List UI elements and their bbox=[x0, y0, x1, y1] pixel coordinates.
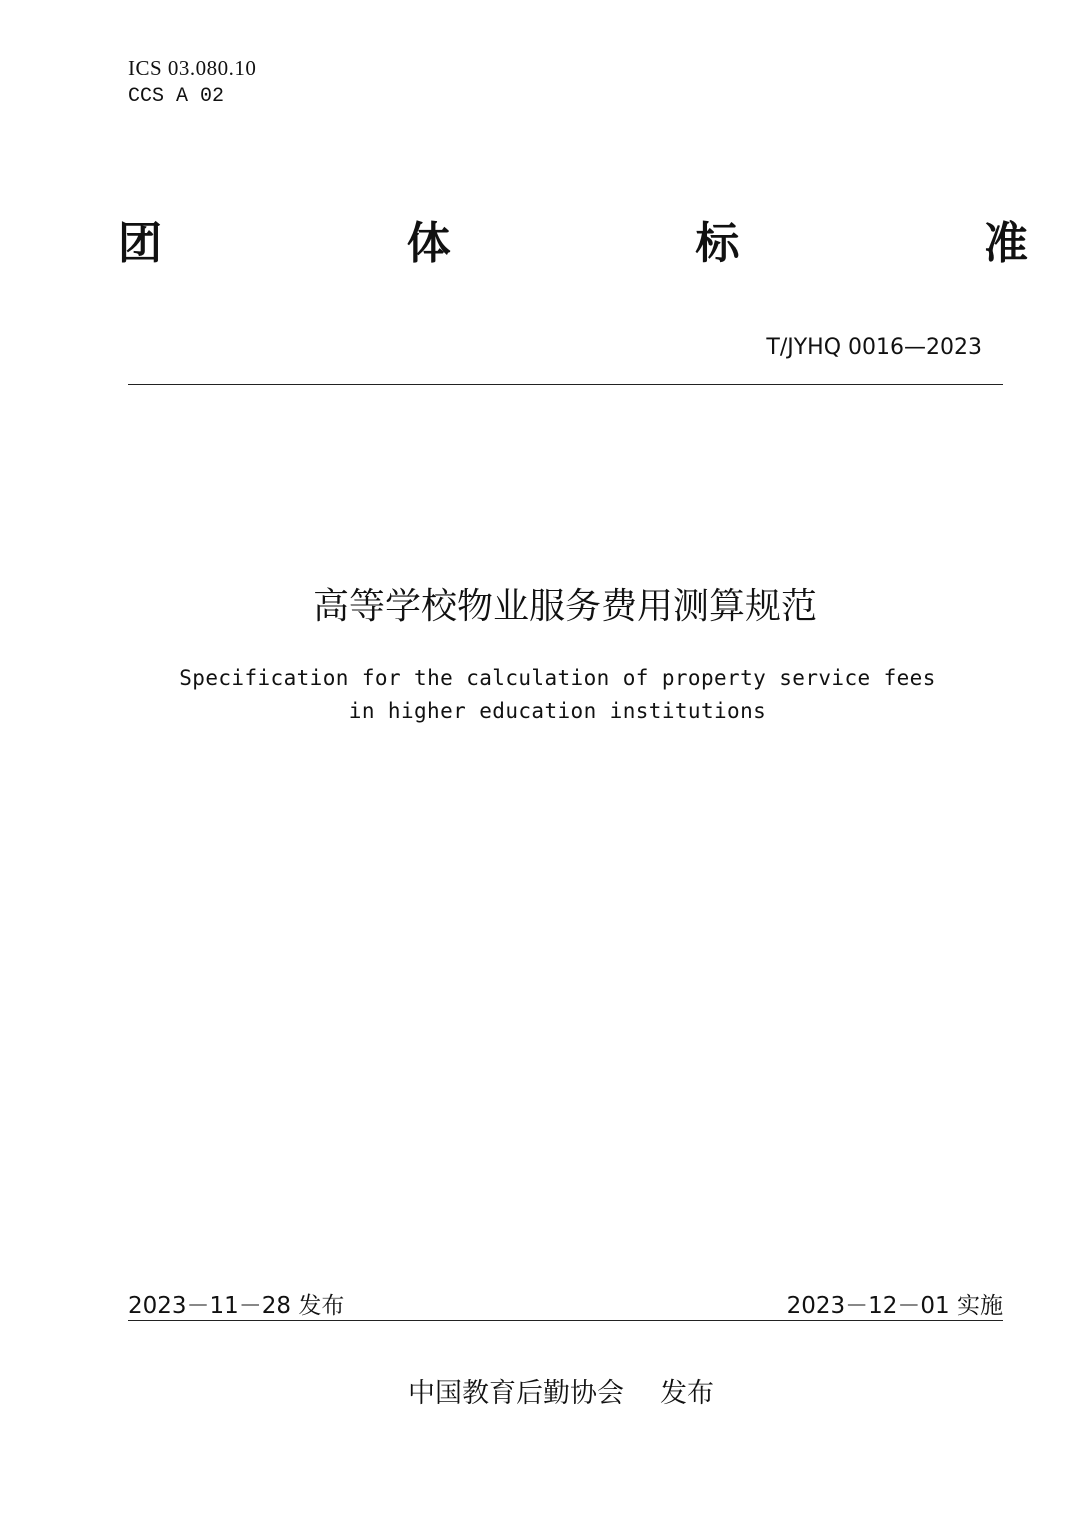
document-title-chinese: 高等学校物业服务费用测算规范 bbox=[312, 586, 817, 627]
bottom-divider bbox=[128, 1320, 1003, 1321]
top-divider bbox=[128, 384, 1003, 385]
category-char-4: 准 bbox=[983, 218, 1028, 269]
category-char-3: 标 bbox=[695, 218, 740, 269]
publisher-line bbox=[0, 1371, 1080, 1410]
ccs-code: CCS A 02 bbox=[128, 85, 225, 108]
effective-date: 2023－12－01 实施 bbox=[786, 1293, 1003, 1319]
document-title-english bbox=[140, 662, 975, 728]
english-title-line-1: Specification for the calculation of property service fees bbox=[179, 666, 936, 690]
category-char-2: 体 bbox=[406, 218, 451, 269]
ics-code: ICS 03.080.10 bbox=[128, 56, 257, 80]
publisher-action: 发布 bbox=[660, 1378, 714, 1409]
category-char-1: 团 bbox=[118, 218, 162, 269]
english-title-line-2: in higher education institutions bbox=[348, 699, 767, 723]
issue-date: 2023－11－28 发布 bbox=[128, 1293, 345, 1319]
standard-category-title bbox=[118, 214, 1028, 274]
publisher-name: 中国教育后勤协会 bbox=[408, 1378, 624, 1409]
standard-number: T/JYHQ 0016—2023 bbox=[766, 335, 982, 360]
